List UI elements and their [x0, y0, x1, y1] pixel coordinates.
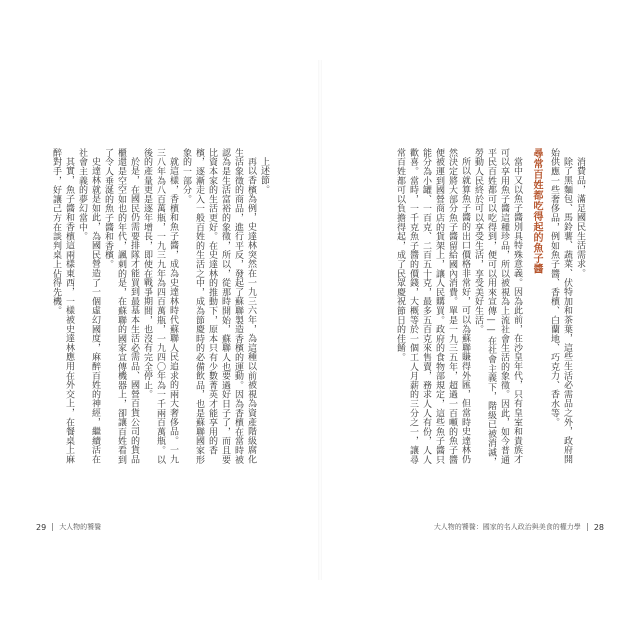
right-page-body [393, 148, 586, 468]
running-title: 大人物的饕餮 [59, 523, 102, 531]
running-title: 大人物的饕餮：國家的名人政治與美食的權力學 [433, 523, 581, 531]
paragraph: 當中又以魚子醬別具特殊意義。因為此前，在沙皇年代，只有皇室和貴族才可以享用魚子醬這種珍品，所以被視為上流社會生活的象徵。因此，如今普通平民百姓都可以吃得到，便可以用來宣傳——在社會主義下，階級已被消滅，勞動人民終於可以享受生活，享受美好生活。 [473, 148, 522, 467]
footer-divider [52, 523, 53, 531]
paragraph: 再以香檳為例，史達林突然在一九三六年，為這種以前被視為資產階級腐化生活象徵的商品，進行平反，發起了蘇聯製造香檳的運動。因為香檳在當時被認為是生活富裕的象徵，所以，從那時開始，蘇聯人也要過好日子了，而且要比資本家的生活更好。在史達林的推動下，原本只有少數菁英才能享用的香檳，逐漸走入一般百姓的生活之中，成為節慶時的必備飲品，也是蘇聯國家形象的一部分。 [181, 148, 256, 465]
right-page-footer [434, 522, 604, 532]
paragraph: 就這樣，香檳和魚子醬，成為史達林時代蘇聯人民追求的兩大奢侈品。一九三八年為八百萬瓶，一九三九年為四百萬瓶，一九四〇年為一千兩百萬瓶。以後的產量更是逐年增長，即使在戰爭期間，也沒有完全停止。 [142, 148, 178, 465]
paragraph: 史達林就是如此，為國民營造了一個虛幻國度，麻醉百姓的神經，繼續活在社會主義的夢幻當中。 [77, 148, 100, 464]
paragraph: 所以就算魚子醬的出口價格非常好，可以為蘇聯賺得外匯，但當時史達林仍然決定將大部分魚子醬留給國內消費。單是一九三五年，超過一百噸的魚子醬便被運到國營商店的貨架上，讓人民購買。政府的食物部規定，這些魚子醬只能分為小罐、一百克、二百五十克，最多五百克來售賣，務求人人有份，人人歡喜。當時，一千克魚子醬的價錢，大概等於一個工人月薪的三分之一，讓尋常百姓都可以負擔得起，成了民眾慶祝節日的佳餚。 [395, 148, 470, 465]
paragraph: 消費品，滿足國民生活需求。 [575, 157, 585, 278]
right-page [320, 0, 640, 640]
left-page-body [49, 148, 270, 468]
page-number: 29 [36, 522, 47, 532]
footer-divider [587, 523, 588, 531]
paragraph: 於是，在國民仍需要排隊才能買到最基本生活必需品、國營百貨公司的貨品櫃還是空空如也的年代，諷刺的是，在蘇聯的國家宣傳機器上，卻讓百姓看到了令人垂涎的魚子醬和香檳。 [103, 148, 139, 465]
paragraph: 上述節。 [259, 157, 269, 195]
section-heading: 尋常百姓都吃得起的魚子醬 [531, 148, 542, 274]
paragraph: 除了黑麵包、馬鈴薯、蔬菜、伏特加和茶葉，這些生活必需品之外，政府開始供應一些奢侈品，例如魚子醬、香檳、白蘭地、巧克力、香水等。 [549, 148, 572, 464]
paragraph: 其實，魚子醬和香檳這兩樣東西，一樣被史達林應用在外交上，在餐桌上麻醉對手，好讓己方在談判桌上佔得先機。 [51, 148, 74, 464]
left-page-footer [36, 522, 101, 532]
page-number: 28 [593, 522, 604, 532]
